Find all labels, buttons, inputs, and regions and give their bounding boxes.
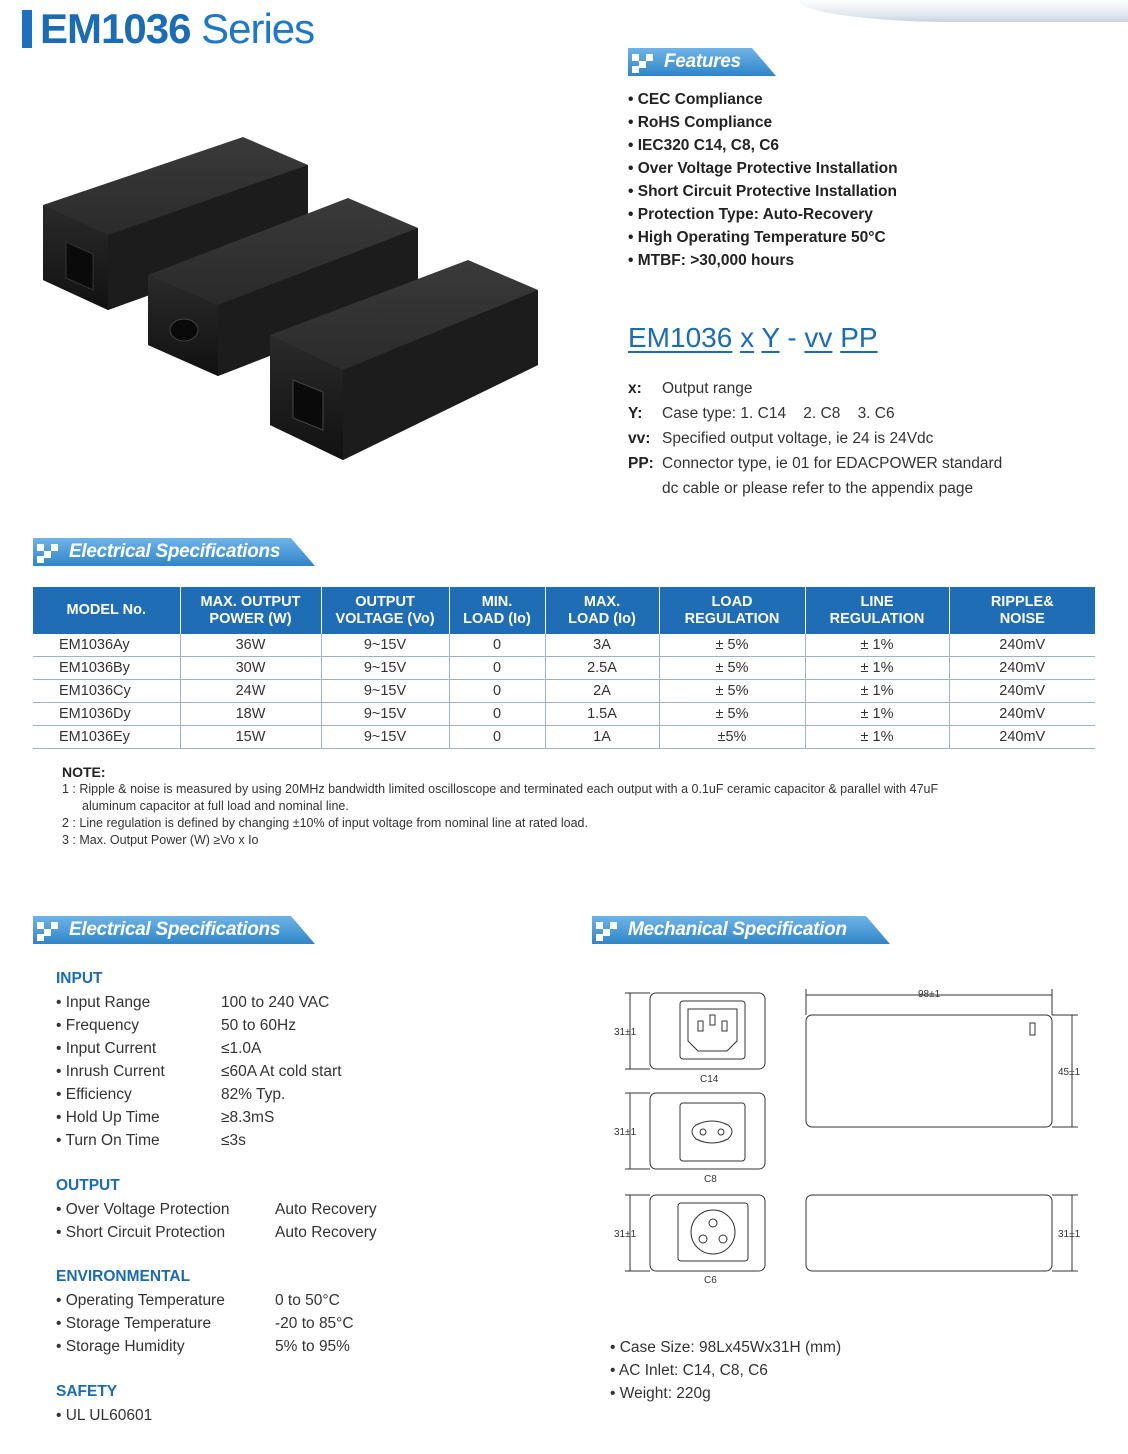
- feature-item: • Protection Type: Auto-Recovery: [628, 206, 873, 223]
- table-row: EM1036By 30W 9~15V 0 2.5A ± 5% ± 1% 240mV: [33, 657, 1095, 680]
- product-image: [38, 130, 543, 470]
- mechanical-list: [610, 1336, 841, 1405]
- environmental-specs: • Operating Temperature 0 to 50°C • Storage Temperature -20 to 85°C • Storage Humidity 5% to 95%: [56, 1292, 354, 1355]
- feature-item: • Short Circuit Protective Installation: [628, 183, 897, 200]
- feature-item: • MTBF: >30,000 hours: [628, 252, 795, 269]
- notes: NOTE: 1 : Ripple & noise is measured by using 20MHz bandwidth limited oscilloscope and terminated each output with a 0.1uF ceramic capacitor & parallel with 47uF aluminum capacitor at full load and nominal line. 2 : Line regulation is defined by changing ±10% of input voltage from nominal line at rated load. 3 : Max. Output Power (W) ≥Vo x Io: [62, 764, 939, 847]
- table-row: EM1036Dy 18W 9~15V 0 1.5A ± 5% ± 1% 240mV: [33, 703, 1095, 726]
- input-specs: • Input Range 100 to 240 VAC • Frequency 50 to 60Hz • Input Current ≤1.0A • Inrush Current ≤60A At cold start • Efficiency 82% Typ. • Hold Up Time ≥8.3mS • Turn On Time ≤3s: [56, 994, 342, 1149]
- feature-item: • High Operating Temperature 50°C: [628, 229, 886, 246]
- label-c8: C8: [704, 1174, 717, 1185]
- dim-height: 31±1: [1058, 1229, 1081, 1240]
- environmental-title: ENVIRONMENTAL: [56, 1268, 191, 1285]
- col-load-reg: LOAD REGULATION: [659, 587, 805, 634]
- table-row: EM1036Cy 24W 9~15V 0 2A ± 5% ± 1% 240mV: [33, 680, 1095, 703]
- dim-c14-height: 31±1: [614, 1027, 637, 1038]
- feature-item: • RoHS Compliance: [628, 114, 773, 131]
- safety-specs: • UL UL60601: [56, 1407, 153, 1424]
- mech-item: • AC Inlet: C14, C8, C6: [610, 1362, 768, 1379]
- electrical-specs-header-2: Electrical Specifications: [33, 916, 317, 944]
- dim-length: 98±1: [918, 989, 941, 1000]
- label-c6: C6: [704, 1275, 717, 1285]
- table-row: EM1036Ey 15W 9~15V 0 1A ±5% ± 1% 240mV: [33, 726, 1095, 749]
- dim-width: 45±1: [1058, 1067, 1081, 1078]
- col-power: MAX. OUTPUT POWER (W): [180, 587, 321, 634]
- feature-item: • CEC Compliance: [628, 91, 763, 108]
- feature-item: • Over Voltage Protective Installation: [628, 160, 898, 177]
- col-voltage: OUTPUT VOLTAGE (Vo): [321, 587, 449, 634]
- model-code: EM1036 x Y - vv PP: [628, 322, 878, 353]
- feature-item: • IEC320 C14, C8, C6: [628, 137, 780, 154]
- col-min-load: MIN. LOAD (Io): [449, 587, 545, 634]
- features-header: Features: [628, 48, 778, 76]
- col-ripple: RIPPLE& NOISE: [949, 587, 1095, 634]
- page-title: EM1036 Series: [40, 5, 315, 52]
- output-specs: • Over Voltage Protection Auto Recovery • Short Circuit Protection Auto Recovery: [56, 1201, 377, 1241]
- col-model: MODEL No.: [33, 587, 180, 634]
- electrical-specs-header: Electrical Specifications: [33, 538, 317, 566]
- mechanical-header: Mechanical Specification: [592, 916, 892, 944]
- model-code-legend: x: Output range Y: Case type: 1. C14 2. C8 3. C6 vv: Specified output voltage, ie 24 is 24Vdc PP: Connector type, ie 01 for EDACPOWER standard dc cable or please refer to the appendix page: [628, 380, 1003, 497]
- features-list: [628, 88, 898, 272]
- table-header-row: [33, 587, 1095, 634]
- dim-c8-height: 31±1: [614, 1127, 637, 1138]
- output-title: OUTPUT: [56, 1177, 120, 1194]
- title-accent-bar: [22, 10, 32, 48]
- label-c14: C14: [700, 1074, 719, 1085]
- mechanical-drawing: [600, 985, 1100, 1285]
- table-row: EM1036Ay 36W 9~15V 0 3A ± 5% ± 1% 240mV: [33, 634, 1095, 657]
- col-max-load: MAX. LOAD (Io): [545, 587, 659, 634]
- col-line-reg: LINE REGULATION: [805, 587, 949, 634]
- input-title: INPUT: [56, 970, 103, 987]
- mech-item: • Case Size: 98Lx45Wx31H (mm): [610, 1339, 842, 1356]
- dim-c6-height: 31±1: [614, 1229, 637, 1240]
- mech-item: • Weight: 220g: [610, 1385, 711, 1402]
- safety-title: SAFETY: [56, 1383, 118, 1400]
- electrical-spec-table: [33, 587, 1095, 749]
- header-swoosh: [798, 0, 1128, 22]
